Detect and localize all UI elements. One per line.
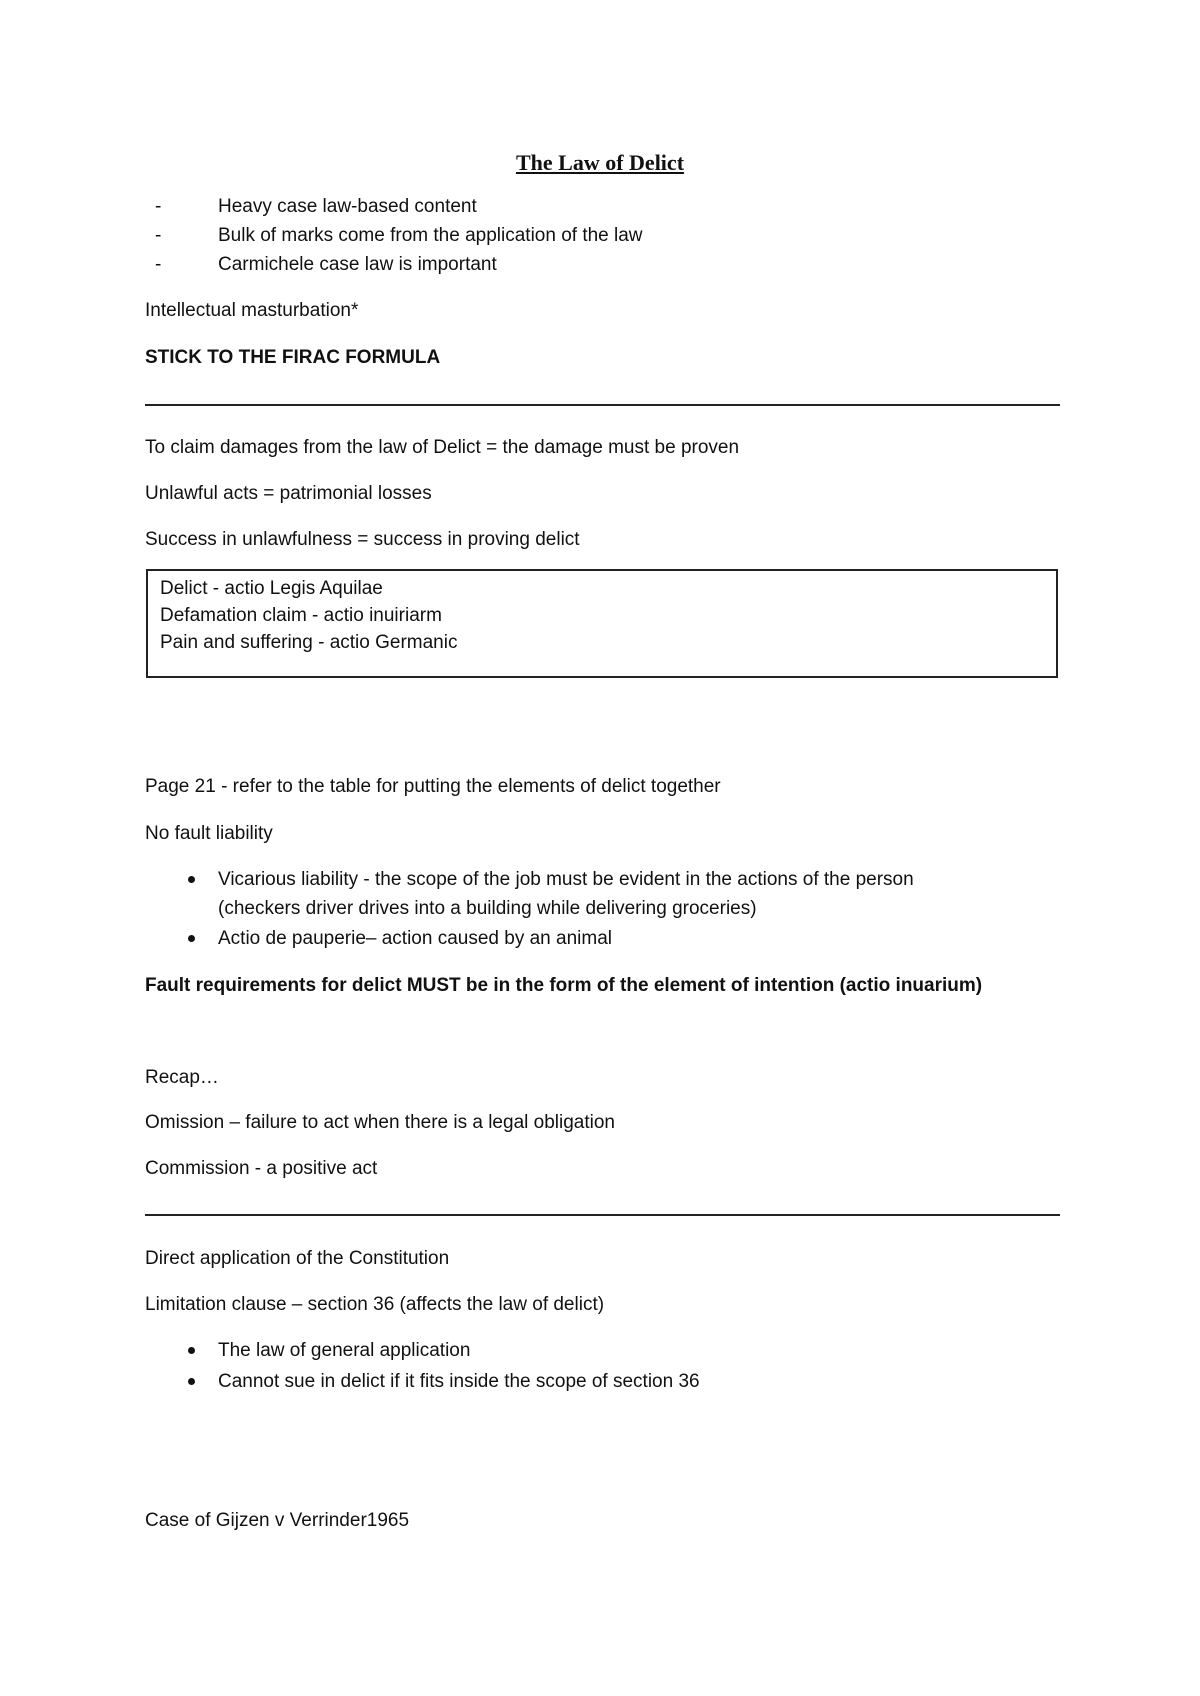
box-line-2: Defamation claim - actio inuiriarm [160,605,442,626]
bullet-item-4: Cannot sue in delict if it fits inside the scope of section 36 [218,1371,700,1392]
box-line-1: Delict - actio Legis Aquilae [160,578,383,599]
document-title: The Law of Delict [515,150,685,175]
bullet-item-3: The law of general application [218,1340,471,1361]
bullet-icon [188,1378,195,1385]
bullet-item-1-cont: (checkers driver drives into a building while delivering groceries) [218,898,757,919]
no-fault-heading: No fault liability [145,823,273,844]
paragraph: To claim damages from the law of Delict = the damage must be proven [145,437,740,458]
page-reference: Page 21 - refer to the table for putting the elements of delict together [145,776,721,797]
direct-application: Direct application of the Constitution [145,1248,450,1269]
case-reference: Case of Gijzen v Verrinder1965 [145,1510,410,1531]
list-dash: - [155,225,162,246]
paragraph: Unlawful acts = patrimonial losses [145,483,432,504]
note-text: Intellectual masturbation* [145,300,359,321]
bullet-icon [188,1347,195,1354]
bullet-item-1: Vicarious liability - the scope of the job must be evident in the actions of the person [218,869,914,890]
firac-heading: STICK TO THE FIRAC FORMULA [145,347,441,368]
recap-heading: Recap… [145,1067,219,1088]
paragraph: Success in unlawfulness = success in proving delict [145,529,580,550]
bullet-icon [188,935,195,942]
bullet-icon [188,876,195,883]
list-dash: - [155,196,162,217]
limitation-clause: Limitation clause – section 36 (affects the law of delict) [145,1294,605,1315]
actions-box [146,569,1058,678]
box-line-3: Pain and suffering - actio Germanic [160,632,458,653]
separator-rule [145,404,1060,406]
list-dash: - [155,254,162,275]
intro-item-2: Bulk of marks come from the application of the law [218,225,643,246]
intro-item-3: Carmichele case law is important [218,254,497,275]
commission-text: Commission - a positive act [145,1158,378,1179]
bullet-item-2: Actio de pauperie– action caused by an animal [218,928,612,949]
separator-rule [145,1214,1060,1216]
fault-requirement: Fault requirements for delict MUST be in the form of the element of intention (actio inuarium) [145,975,983,996]
intro-item-1: Heavy case law-based content [218,196,477,217]
omission-text: Omission – failure to act when there is a legal obligation [145,1112,615,1133]
